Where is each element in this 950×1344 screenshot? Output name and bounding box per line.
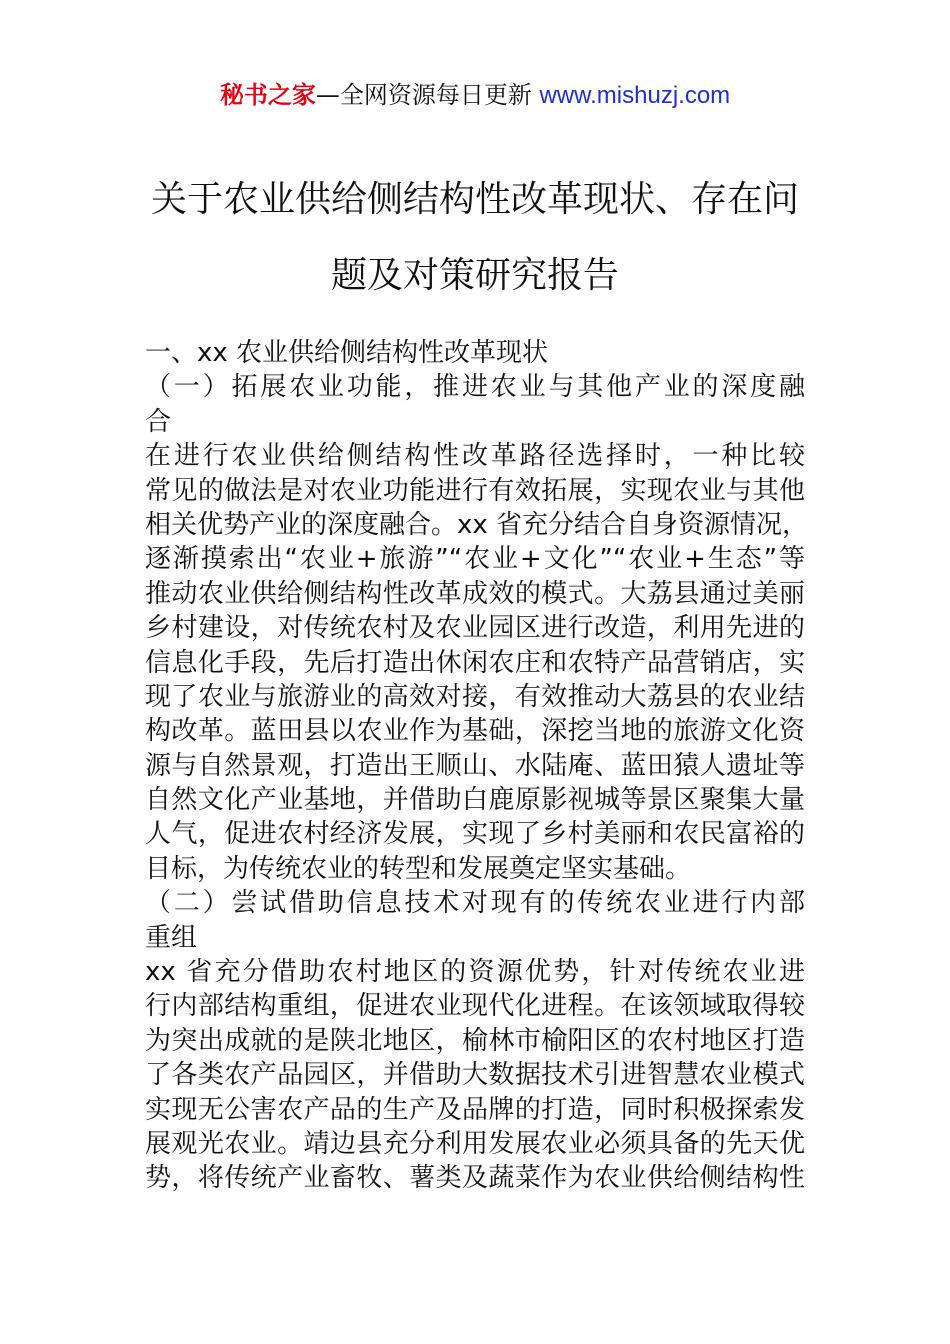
title-line: 关于农业供给侧结构性改革现状、存在问	[150, 179, 799, 220]
paragraph-line: 乡村建设，对传统农村及农业园区进行改造，利用先进的	[145, 613, 805, 644]
paragraph-line: 势，将传统产业畜牧、薯类及蔬菜作为农业供给侧结构性	[145, 1163, 805, 1194]
site-url-link[interactable]: www.mishuzj.com	[539, 82, 731, 109]
document-title	[145, 162, 805, 314]
paragraph-line: 目标，为传统农业的转型和发展奠定坚实基础。	[145, 853, 692, 884]
paragraph-line: 自然文化产业基地，并借助白鹿原影视城等景区聚集大量	[145, 785, 805, 816]
document-body	[145, 336, 809, 1196]
site-header	[0, 78, 950, 113]
paragraph-line: 源与自然景观，打造出王顺山、水陆庵、蓝田猿人遗址等	[145, 750, 805, 781]
paragraph-line: 相关优势产业的深度融合。xx 省充分结合自身资源情况，	[145, 509, 809, 540]
header-tagline: —全网资源每日更新	[315, 81, 540, 109]
paragraph-line: 推动农业供给侧结构性改革成效的模式。大荔县通过美丽	[145, 578, 805, 609]
subheading-line: 合	[145, 406, 172, 437]
title-line: 题及对策研究报告	[330, 255, 619, 296]
subheading-line: （一）拓展农业功能，推进农业与其他产业的深度融	[145, 372, 805, 403]
paragraph-line: 展观光农业。靖边县充分利用发展农业必须具备的先天优	[145, 1128, 805, 1159]
subheading-line: 重组	[145, 922, 198, 953]
paragraph-line: 为突出成就的是陕北地区，榆林市榆阳区的农村地区打造	[145, 1025, 805, 1056]
subheading-line: （二）尝试借助信息技术对现有的传统农业进行内部	[145, 888, 805, 919]
paragraph-line: 了各类农产品园区，并借助大数据技术引进智慧农业模式	[145, 1060, 805, 1091]
brand-name: 秘书之家	[219, 81, 316, 109]
paragraph-line: 信息化手段，先后打造出休闲农庄和农特产品营销店，实	[145, 647, 805, 678]
paragraph-line: 在进行农业供给侧结构性改革路径选择时，一种比较	[145, 441, 805, 472]
paragraph-line: 现了农业与旅游业的高效对接，有效推动大荔县的农业结	[145, 681, 805, 712]
paragraph-line: xx 省充分借助农村地区的资源优势，针对传统农业进	[145, 957, 805, 988]
paragraph-line: 行内部结构重组，促进农业现代化进程。在该领域取得较	[145, 991, 805, 1022]
paragraph-line: 逐渐摸索出“农业+旅游”“农业+文化”“农业+生态”等	[145, 544, 805, 575]
paragraph-line: 人气，促进农村经济发展，实现了乡村美丽和农民富裕的	[145, 819, 805, 850]
paragraph-line: 构改革。蓝田县以农业作为基础，深挖当地的旅游文化资	[145, 716, 805, 747]
paragraph-line: 常见的做法是对农业功能进行有效拓展，实现农业与其他	[145, 475, 805, 506]
heading-line: 一、xx 农业供给侧结构性改革现状	[145, 338, 549, 368]
paragraph-line: 实现无公害农产品的生产及品牌的打造，同时积极探索发	[145, 1094, 805, 1125]
